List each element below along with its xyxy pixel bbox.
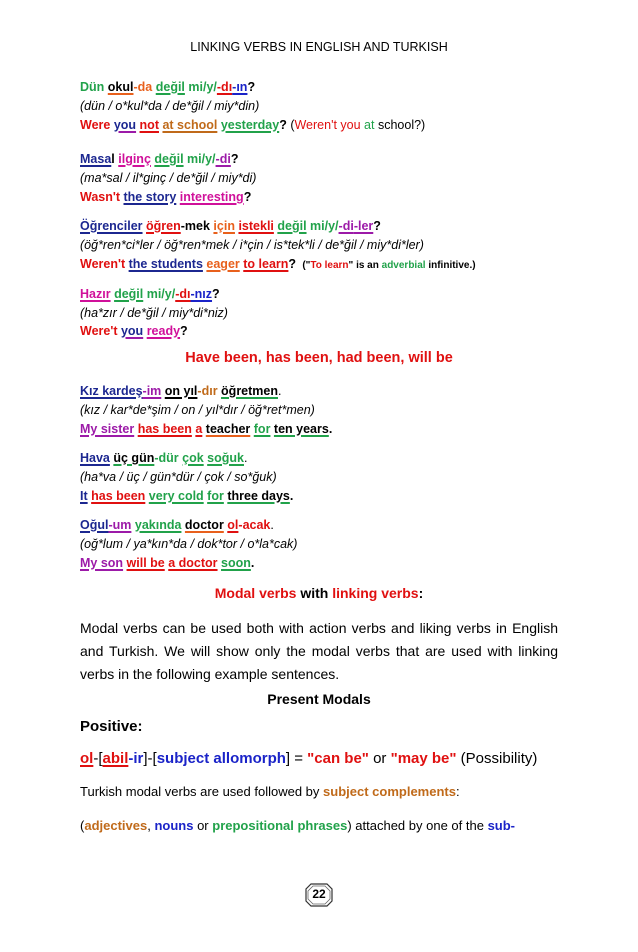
section-heading-have-been: Have been, has been, had been, will be: [185, 350, 453, 366]
word: My son: [80, 556, 124, 570]
suffix: -ler: [353, 219, 374, 233]
punct: .: [289, 489, 294, 503]
text: :: [455, 784, 460, 799]
word: ready: [146, 324, 181, 338]
text: (: [80, 818, 85, 833]
word: you: [120, 324, 144, 338]
punct: ?: [212, 287, 220, 301]
positive-label: Positive:: [80, 718, 143, 735]
word: mi/y/: [310, 219, 339, 233]
word: için: [213, 219, 235, 233]
word: Öğrenciler: [80, 219, 143, 233]
ex5-turkish: [80, 383, 570, 399]
word: doctor: [184, 518, 224, 532]
formula-part: subject allomorph: [156, 750, 286, 767]
word: Masa: [80, 152, 112, 166]
ex6-english: [80, 488, 570, 504]
word: okul: [107, 80, 134, 94]
word: öğren: [146, 219, 181, 233]
gloss: Weren't you: [294, 118, 361, 132]
ex1-english: [80, 117, 570, 133]
ex7-turkish: [80, 517, 570, 533]
word: very cold: [148, 489, 204, 503]
ex3-pronunciation: (öğ*ren*ci*ler / öğ*ren*mek / i*çin / is*tek*li / de*ğil / miy*di*ler): [80, 238, 424, 252]
punct: ?: [230, 152, 239, 166]
text: subject complements: [323, 784, 456, 799]
punct: .: [270, 518, 274, 532]
word: üç gün: [113, 451, 155, 465]
word: Hava: [80, 451, 110, 465]
section-heading-modal-verbs: [0, 585, 638, 601]
formula-part: "can be": [307, 750, 369, 767]
word: ten years: [273, 422, 329, 436]
word: Dün: [80, 80, 105, 94]
ex2-pronunciation: (ma*sal / il*ginç / de*ğil / miy*di): [80, 171, 257, 185]
word: mi/y/: [146, 287, 176, 301]
heading-part: linking verbs: [332, 585, 419, 601]
suffix: -dı: [175, 287, 191, 301]
formula-part: -[: [93, 750, 103, 767]
word: not: [139, 118, 159, 132]
running-header: LINKING VERBS IN ENGLISH AND TURKISH: [190, 40, 448, 54]
word: a doctor: [168, 556, 218, 570]
word: you: [113, 118, 137, 132]
ex4-english: [80, 323, 570, 339]
word: eager: [206, 257, 240, 271]
ex7-pronunciation: (oğ*lum / ya*kın*da / dok*tor / o*la*cak): [80, 537, 298, 551]
word: will be: [126, 556, 165, 570]
heading-part: Modal verbs: [214, 585, 297, 601]
punct: ?: [247, 80, 256, 94]
ex5-english: [80, 421, 570, 437]
ex5-pronunciation: (kız / kar*de*şim / on / yıl*dır / öğ*ret*men): [80, 403, 315, 417]
punct: .: [278, 384, 282, 398]
note: adverbial: [381, 260, 426, 271]
word: for: [207, 489, 224, 503]
suffix: -im: [142, 384, 162, 398]
formula-part: abil: [102, 750, 129, 767]
word: the story: [123, 190, 177, 204]
punct: ?: [373, 219, 381, 233]
section-heading-present-modals: Present Modals: [267, 691, 371, 707]
gloss: at: [364, 118, 375, 132]
suffix: -dır: [197, 384, 218, 398]
word: soon: [221, 556, 251, 570]
word: ilginç: [118, 152, 151, 166]
suffix: -dür: [154, 451, 179, 465]
punct: ?: [279, 118, 287, 132]
word: değil: [114, 287, 144, 301]
punct: ?: [288, 257, 297, 271]
punct: .: [250, 556, 255, 570]
ex7-english: [80, 555, 570, 571]
word: ol: [227, 518, 239, 532]
heading-part: with: [296, 585, 333, 601]
word: the students: [128, 257, 203, 271]
text: sub-: [487, 818, 516, 833]
word: three days: [227, 489, 290, 503]
suffix: -dı: [216, 80, 233, 94]
note: To learn: [310, 260, 349, 271]
text: ) attached by one of the: [347, 818, 488, 833]
formula-part: ol: [80, 750, 94, 767]
formula-part: ] =: [285, 750, 308, 767]
formula-part: or: [368, 750, 391, 767]
text: nouns: [154, 818, 194, 833]
word: has been: [137, 422, 192, 436]
ex4-turkish: [80, 286, 570, 302]
ex1-turkish: [80, 79, 570, 95]
word: to learn: [243, 257, 289, 271]
formula-part: ]-[: [143, 750, 157, 767]
word: öğretmen: [221, 384, 278, 398]
ex3-english: [80, 256, 570, 274]
modal-description-line-2: [80, 818, 570, 834]
text: or: [193, 818, 213, 833]
suffix: -di: [338, 219, 354, 233]
page-number: 22: [312, 887, 326, 901]
word: Oğul: [80, 518, 109, 532]
word: a: [195, 422, 203, 436]
word: çok: [182, 451, 204, 465]
heading-part: :: [418, 585, 424, 601]
ex6-pronunciation: (ha*va / üç / gün*dür / çok / so*ğuk): [80, 470, 277, 484]
formula-part: -ir: [128, 750, 144, 767]
note: infinitive.): [425, 260, 476, 271]
word: at school: [162, 118, 218, 132]
ex2-turkish: [80, 151, 570, 167]
word: Weren't: [80, 257, 126, 271]
formula-part: "may be": [390, 750, 457, 767]
modal-description-line-1: [80, 784, 570, 800]
gloss: school?): [377, 118, 426, 132]
word: My sister: [80, 422, 135, 436]
word: has been: [91, 489, 146, 503]
suffix: -nız: [190, 287, 213, 301]
modal-formula: [80, 750, 570, 768]
word: on yıl: [164, 384, 198, 398]
word: değil: [277, 219, 307, 233]
suffix: -di: [215, 152, 231, 166]
word: değil: [155, 80, 185, 94]
ex1-pronunciation: (dün / o*kul*da / de*ğil / miy*din): [80, 99, 260, 113]
ex2-english: [80, 189, 570, 205]
text: prepositional phrases: [212, 818, 348, 833]
punct: .: [328, 422, 333, 436]
word: l: [111, 152, 115, 166]
word: Hazır: [80, 287, 111, 301]
punct: ?: [180, 324, 188, 338]
word: Wasn't: [80, 190, 121, 204]
suffix: -ın: [232, 80, 248, 94]
text: adjectives: [84, 818, 148, 833]
ex6-turkish: [80, 450, 570, 466]
word: Were: [80, 118, 111, 132]
word: teacher: [205, 422, 251, 436]
suffix: -mek: [180, 219, 210, 233]
word: It: [80, 489, 88, 503]
word: mi/y/: [187, 152, 216, 166]
word: interesting: [179, 190, 244, 204]
ex3-turkish: [80, 218, 570, 234]
gloss: (: [286, 118, 295, 132]
word: Were't: [80, 324, 118, 338]
text: Turkish modal verbs are used followed by: [80, 784, 324, 799]
word: soğuk: [207, 451, 244, 465]
word: mi/y/: [188, 80, 217, 94]
word: yesterday: [220, 118, 280, 132]
suffix: -acak: [238, 518, 271, 532]
word: istekli: [238, 219, 274, 233]
punct: .: [243, 451, 248, 465]
note: " is an: [348, 260, 382, 271]
text: ,: [147, 818, 155, 833]
suffix: -da: [133, 80, 153, 94]
formula-part: (Possibility): [456, 750, 538, 767]
intro-paragraph: Modal verbs can be used both with action verbs and liking verbs in English and Turkish. We will show only the modal verbs that are used with linking verbs in the following example sentences.: [80, 620, 558, 682]
word: yakında: [134, 518, 182, 532]
punct: ?: [243, 190, 252, 204]
word: Kız kardeş: [80, 384, 143, 398]
word: değil: [154, 152, 184, 166]
suffix: -um: [108, 518, 132, 532]
ex4-pronunciation: (ha*zır / de*ğil / miy*di*niz): [80, 306, 228, 320]
word: for: [253, 422, 271, 436]
note: (": [302, 260, 311, 271]
page-number-badge: [305, 883, 333, 907]
